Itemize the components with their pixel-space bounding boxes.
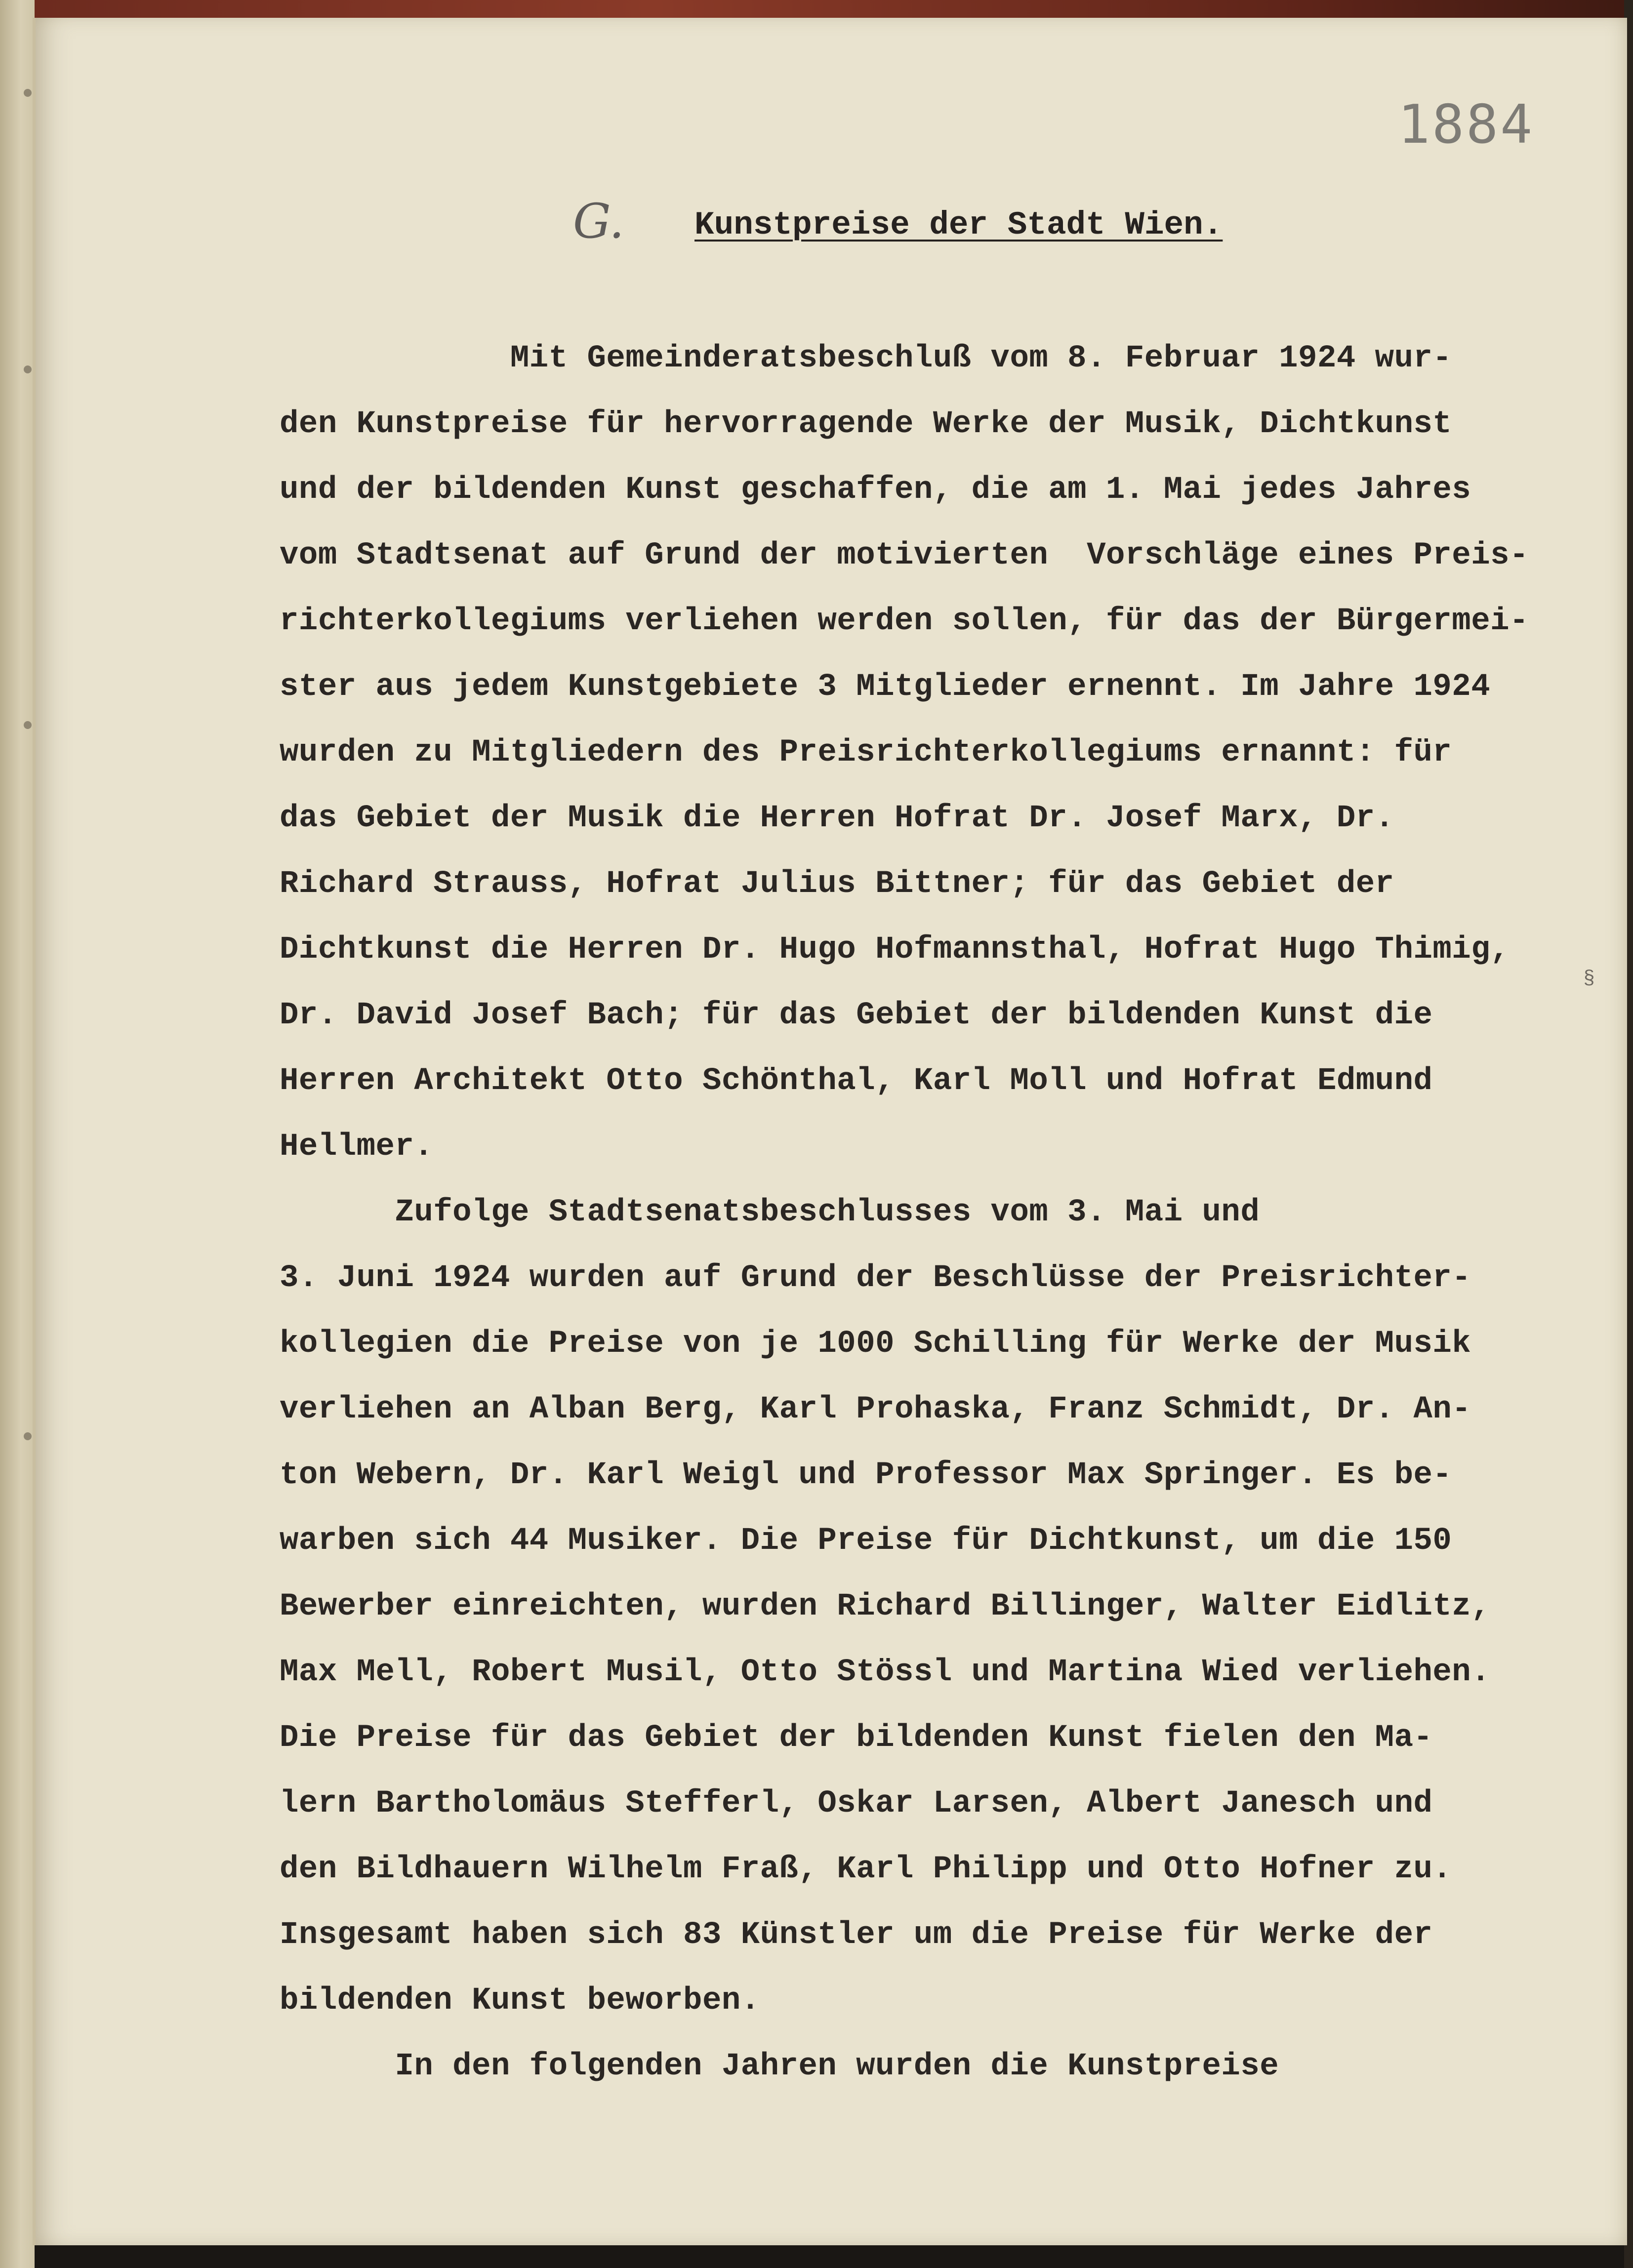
text-line: Mit Gemeinderatsbeschluß vom 8. Februar 1924 wur- <box>280 341 1452 376</box>
body-text <box>280 326 1593 2100</box>
binding-edge <box>0 0 35 2268</box>
text-line: kollegien die Preise von je 1000 Schilling für Werke der Musik <box>280 1326 1471 1362</box>
text-line: Bewerber einreichten, wurden Richard Billinger, Walter Eidlitz, <box>280 1589 1491 1624</box>
page-top-edge <box>0 0 1633 18</box>
text-line: Hellmer. <box>280 1129 434 1165</box>
text-line: lern Bartholomäus Stefferl, Oskar Larsen, Albert Janesch und <box>280 1786 1433 1822</box>
text-line: den Kunstpreise für hervorragende Werke der Musik, Dichtkunst <box>280 406 1452 442</box>
text-line: In den folgenden Jahren wurden die Kunstpreise <box>280 2049 1279 2084</box>
text-line: warben sich 44 Musiker. Die Preise für Dichtkunst, um die 150 <box>280 1523 1452 1559</box>
text-line: den Bildhauern Wilhelm Fraß, Karl Philipp und Otto Hofner zu. <box>280 1852 1452 1887</box>
text-line: Max Mell, Robert Musil, Otto Stössl und Martina Wied verliehen. <box>280 1655 1491 1690</box>
text-line: verliehen an Alban Berg, Karl Prohaska, Franz Schmidt, Dr. An- <box>280 1392 1471 1427</box>
text-line: bildenden Kunst beworben. <box>280 1983 760 2019</box>
text-line: 3. Juni 1924 wurden auf Grund der Beschlüsse der Preisrichter- <box>280 1260 1471 1296</box>
margin-mark: § <box>1583 968 1595 990</box>
text-line: Dr. David Josef Bach; für das Gebiet der bildenden Kunst die <box>280 998 1433 1033</box>
text-line: Herren Architekt Otto Schönthal, Karl Moll und Hofrat Edmund <box>280 1063 1433 1099</box>
text-line: Die Preise für das Gebiet der bildenden Kunst fielen den Ma- <box>280 1720 1433 1756</box>
text-line: ton Webern, Dr. Karl Weigl und Professor Max Springer. Es be- <box>280 1458 1452 1493</box>
text-line: Zufolge Stadtsenatsbeschlusses vom 3. Mai und <box>280 1195 1260 1230</box>
text-line: das Gebiet der Musik die Herren Hofrat Dr. Josef Marx, Dr. <box>280 801 1394 836</box>
text-line: Dichtkunst die Herren Dr. Hugo Hofmannsthal, Hofrat Hugo Thimig, <box>280 932 1510 968</box>
text-line: Richard Strauss, Hofrat Julius Bittner; für das Gebiet der <box>280 866 1394 902</box>
text-line: und der bildenden Kunst geschaffen, die am 1. Mai jedes Jahres <box>280 472 1471 508</box>
text-line: Insgesamt haben sich 83 Künstler um die Preise für Werke der <box>280 1917 1433 1953</box>
text-line: vom Stadtsenat auf Grund der motivierten Vorschläge eines Preis- <box>280 538 1529 573</box>
text-line: ster aus jedem Kunstgebiete 3 Mitglieder ernennt. Im Jahre 1924 <box>280 669 1491 705</box>
document-title: Kunstpreise der Stadt Wien. <box>694 206 1223 243</box>
section-marker: G. <box>573 194 624 249</box>
text-line: wurden zu Mitgliedern des Preisrichterkollegiums ernannt: für <box>280 735 1452 770</box>
text-line: richterkollegiums verliehen werden sollen, für das der Bürgermei- <box>280 604 1529 639</box>
folio-number: 1884 <box>1398 94 1535 156</box>
